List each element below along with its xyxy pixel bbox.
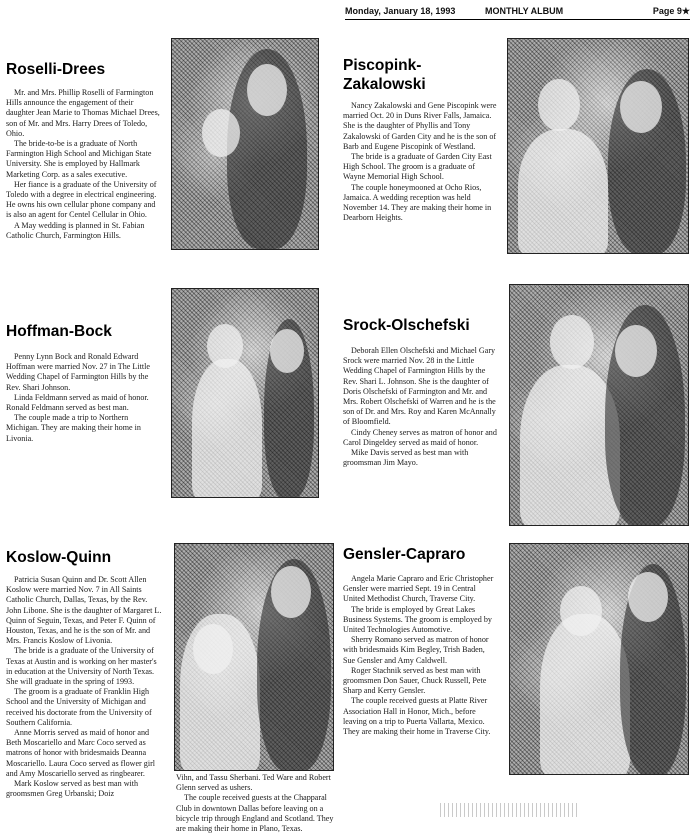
article-body-koslow-quinn-continued: [176, 773, 334, 834]
paragraph: Penny Lynn Bock and Ronald Edward Hoffman were married Nov. 27 in The Little Wedding Chapel of Farmington Hills by the Rev. Shari Johnson.: [6, 352, 150, 392]
couple-photo-hoffman-bock: [171, 288, 319, 498]
paragraph: Anne Morris served as maid of honor and Beth Moscariello and Marc Coco served as matrons of honor with bridesmaids Deanna Moscariello. Laura Coco served as flower girl and Amy Moscariello served as ringbearer.: [6, 728, 156, 778]
couple-photo-srock-olschefski: [509, 284, 689, 526]
title-line: Piscopink-: [343, 57, 422, 74]
article-body-roselli-drees: [6, 88, 162, 241]
paragraph: The bride is a graduate of the University of Texas at Austin and is working on her master's in education at the University of North Texas. She will graduate in the spring of 1993.: [6, 646, 157, 687]
paragraph: Deborah Ellen Olschefski and Michael Gary Srock were married Nov. 28 in the Little Wedding Chapel of Farmington Hills by the Rev. Shari L. Johnson. She is the daughter of Doris Olschefski of Farmington and Mr. and Mrs. Robert Olschefski of Warren and he is the son of Dr. and Mrs. Roy and Karen McAnnally of Bloomfield.: [343, 346, 496, 427]
paragraph: Mike Davis served as best man with groomsman Jim Mayo.: [343, 448, 469, 468]
paragraph: The couple honeymooned at Ocho Rios, Jamaica. A wedding reception was held November 14. They are making their home in Dearborn Heights.: [343, 182, 492, 223]
article-body-gensler-capraro: [343, 574, 497, 737]
article-title-srock-olschefski: Srock-Olschefski: [343, 317, 470, 334]
article-title-hoffman-bock: Hoffman-Bock: [6, 323, 112, 340]
paragraph: The bride is employed by Great Lakes Business Systems. The groom is employed by United Technologies Automotive.: [343, 604, 492, 635]
couple-photo-koslow-quinn: [174, 543, 334, 771]
couple-photo-piscopink-zakalowski: [507, 38, 689, 254]
paragraph: Nancy Zakalowski and Gene Piscopink were married Oct. 20 in Duns River Falls, Jamaica. She is the daughter of Phyllis and Tony Zakalowski of Garden City and he is the son of Barb and Eugene Piscopink of Westland.: [343, 101, 497, 151]
paragraph: Mark Koslow served as best man with groomsmen Greg Urbanski; Doiz: [6, 779, 139, 799]
paragraph: The bride-to-be is a graduate of North Farmington High School and Michigan State University. She is employed by Hallmark Marketing Corp. as a sales executive.: [6, 139, 152, 179]
paragraph: Her fiance is a graduate of the University of Toledo with a degree in electrical engineering. He owns his own cellular phone company and is also an agent for Centel Cellular in Ohio.: [6, 179, 157, 220]
article-title-roselli-drees: Roselli-Drees: [6, 61, 106, 78]
stamp-marking: [440, 803, 580, 817]
article-body-piscopink-zakalowski: [343, 101, 497, 223]
couple-photo-gensler-capraro: [509, 543, 689, 775]
article-body-hoffman-bock: [6, 352, 162, 444]
header-section: MONTHLY ALBUM: [485, 6, 564, 16]
header-date: Monday, January 18, 1993: [345, 6, 456, 16]
paragraph: The couple received guests at Platte River Association Hall in Honor, Mich., before leaving on a trip to Puerta Vallarta, Mexico. They are making their home in Traverse City.: [343, 696, 491, 737]
paragraph: Patricia Susan Quinn and Dr. Scott Allen Koslow were married Nov. 7 in All Saints Catholic Church, Dallas, Texas, by the Rev. John Libone. She is the daughter of Margaret L. Quinn of Seguin, Texas, and Peter F. Quinn of Houston, Texas, and he is the son of Mr. and Mrs. Francis Koslow of Livonia.: [6, 575, 162, 646]
article-title-piscopink-zakalowski: [343, 56, 426, 94]
paragraph: Roger Stachnik served as best man with groomsmen Don Sauer, Chuck Russell, Pete Sharp and Kerry Gensler.: [343, 665, 487, 696]
couple-photo-roselli-drees: [171, 38, 319, 250]
paragraph: The groom is a graduate of Franklin High School and the University of Michigan and received his doctorate from the University of Southern California.: [6, 687, 152, 727]
article-body-srock-olschefski: [343, 346, 497, 468]
paragraph: The bride is a graduate of Garden City East High School. The groom is a graduate of Wayne Memorial High School.: [343, 152, 492, 182]
paragraph: Vihn, and Tassu Sherbani. Ted Ware and Robert Glenn served as ushers.: [176, 773, 331, 793]
paragraph: Angela Marie Capraro and Eric Christopher Gensler were married Sept. 19 in Central United Methodist Church, Traverse City.: [343, 574, 494, 604]
page-header: [345, 6, 690, 20]
paragraph: Mr. and Mrs. Phillip Roselli of Farmington Hills announce the engagement of their daughter Jean Marie to Thomas Michael Drees, son of Mr. and Mrs. Harry Drees of Toledo, Ohio.: [6, 88, 160, 138]
paragraph: Linda Feldmann served as maid of honor. Ronald Feldmann served as best man.: [6, 392, 149, 413]
paragraph: Sherry Romano served as matron of honor with bridesmaids Kim Begley, Trish Baden, Sue Gensler and Amy Caldwell.: [343, 635, 489, 665]
paragraph: Cindy Cheney serves as matron of honor and Carol Dingeldey served as maid of honor.: [343, 427, 497, 447]
article-title-koslow-quinn: Koslow-Quinn: [6, 549, 112, 566]
paragraph: The couple made a trip to Northern Michigan. They are making their home in Livonia.: [6, 413, 141, 443]
article-body-koslow-quinn: [6, 575, 162, 825]
title-line: Zakalowski: [343, 76, 426, 93]
article-title-gensler-capraro: Gensler-Capraro: [343, 546, 466, 563]
paragraph: The couple received guests at the Chapparal Club in downtown Dallas before leaving on a bicycle trip through England and Scotland. They are making their home in Plano, Texas.: [176, 793, 334, 834]
header-page: Page 9★: [652, 6, 690, 16]
paragraph: A May wedding is planned in St. Fabian Catholic Church, Farmington Hills.: [6, 220, 145, 240]
